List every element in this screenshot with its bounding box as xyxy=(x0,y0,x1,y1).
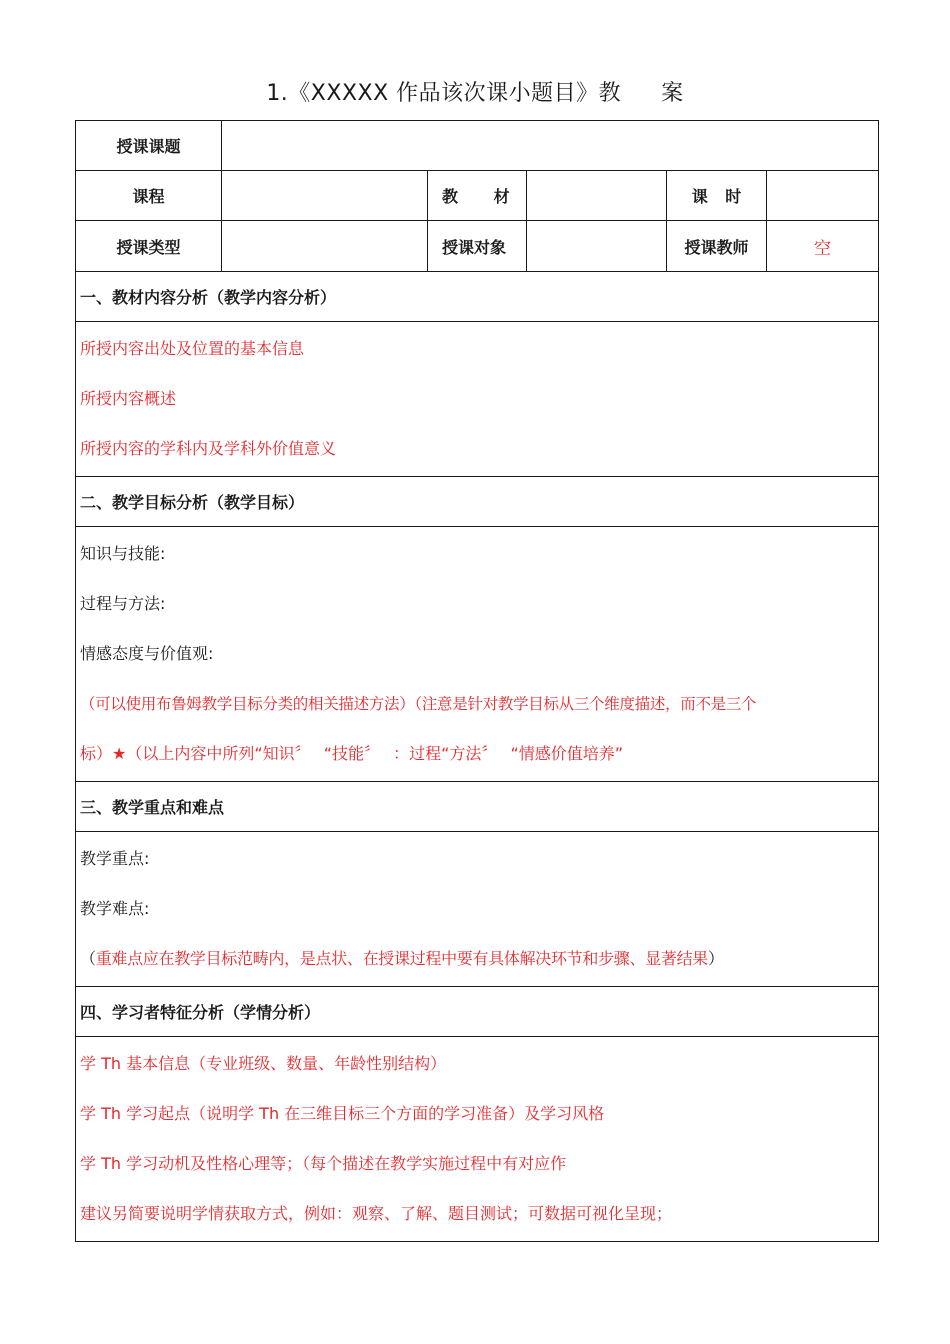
note-close-paren: ） xyxy=(708,949,724,968)
section-2-heading-row xyxy=(76,477,879,527)
content-line: 学 Th 学习动机及性格心理等；（每个描述在教学实施过程中有对应作 xyxy=(80,1154,567,1173)
note-open-paren: （ xyxy=(80,949,96,968)
course-label: 课程 xyxy=(76,171,222,221)
objective-note-line-1: （可以使用布鲁姆教学目标分类的相关描述方法）（注意是针对教学目标从三个维度描述，而不是三个 xyxy=(80,695,757,713)
type-label: 授课类型 xyxy=(76,221,222,272)
content-line: 教学难点: xyxy=(80,899,150,918)
content-line: 教学重点: xyxy=(80,849,150,868)
section-1-heading-row xyxy=(76,272,879,322)
content-line: 学 Th 基本信息（专业班级、数量、年龄性别结构） xyxy=(80,1054,447,1073)
objective-note-line-2: 标）★（以上内容中所列“知识〞 “技能〞 ：过程“方法〞 “情感价值培养” xyxy=(80,744,624,763)
teacher-value[interactable]: 空 xyxy=(767,221,879,272)
topic-label: 授课课题 xyxy=(76,121,222,171)
content-line: 所授内容出处及位置的基本信息 xyxy=(80,339,305,358)
hours-value[interactable] xyxy=(767,171,879,221)
key-points-note xyxy=(80,934,874,984)
hours-label: 课 时 xyxy=(667,171,767,221)
section-1-content[interactable] xyxy=(76,322,879,477)
content-line: 学 Th 学习起点（说明学 Th 在三维目标三个方面的学习准备）及学习风格 xyxy=(80,1104,605,1123)
audience-value[interactable] xyxy=(527,221,667,272)
section-3-heading: 三、教学重点和难点 xyxy=(76,782,879,832)
content-line: 所授内容概述 xyxy=(80,389,177,408)
content-line: 知识与技能: xyxy=(80,544,166,563)
teacher-label: 授课教师 xyxy=(667,221,767,272)
textbook-value[interactable] xyxy=(527,171,667,221)
content-line: 情感态度与价值观: xyxy=(80,644,214,663)
page-title-tail: 案 xyxy=(661,81,684,106)
content-line: 所授内容的学科内及学科外价值意义 xyxy=(80,439,337,458)
lesson-plan-table xyxy=(75,120,879,1242)
section-3-heading-row xyxy=(76,782,879,832)
section-4-heading: 四、学习者特征分析（学情分析） xyxy=(76,987,879,1037)
type-row xyxy=(76,221,879,272)
course-value[interactable] xyxy=(222,171,428,221)
section-1-content-row xyxy=(76,322,879,477)
section-2-content[interactable] xyxy=(76,527,879,782)
page-title xyxy=(0,76,950,107)
section-2-heading: 二、教学目标分析（教学目标） xyxy=(76,477,879,527)
type-value[interactable] xyxy=(222,221,428,272)
section-1-heading: 一、教材内容分析（教学内容分析） xyxy=(76,272,879,322)
section-4-content-row xyxy=(76,1037,879,1242)
section-3-content[interactable] xyxy=(76,832,879,987)
content-line: 建议另简要说明学情获取方式，例如：观察、了解、题目测试；可数据可视化呈现； xyxy=(80,1204,673,1223)
topic-value[interactable] xyxy=(222,121,879,171)
section-3-content-row xyxy=(76,832,879,987)
audience-label: 授课对象 xyxy=(428,221,527,272)
section-4-content[interactable] xyxy=(76,1037,879,1242)
section-2-content-row xyxy=(76,527,879,782)
content-line: 过程与方法: xyxy=(80,594,166,613)
page-title-main: 1.《XXXXX 作品该次课小题目》教 xyxy=(266,81,622,106)
textbook-label: 教 材 xyxy=(428,171,527,221)
topic-row xyxy=(76,121,879,171)
section-4-heading-row xyxy=(76,987,879,1037)
course-row xyxy=(76,171,879,221)
note-text: 重难点应在教学目标范畴内，是点状、在授课过程中要有具体解决环节和步骤、显著结果 xyxy=(95,949,709,968)
